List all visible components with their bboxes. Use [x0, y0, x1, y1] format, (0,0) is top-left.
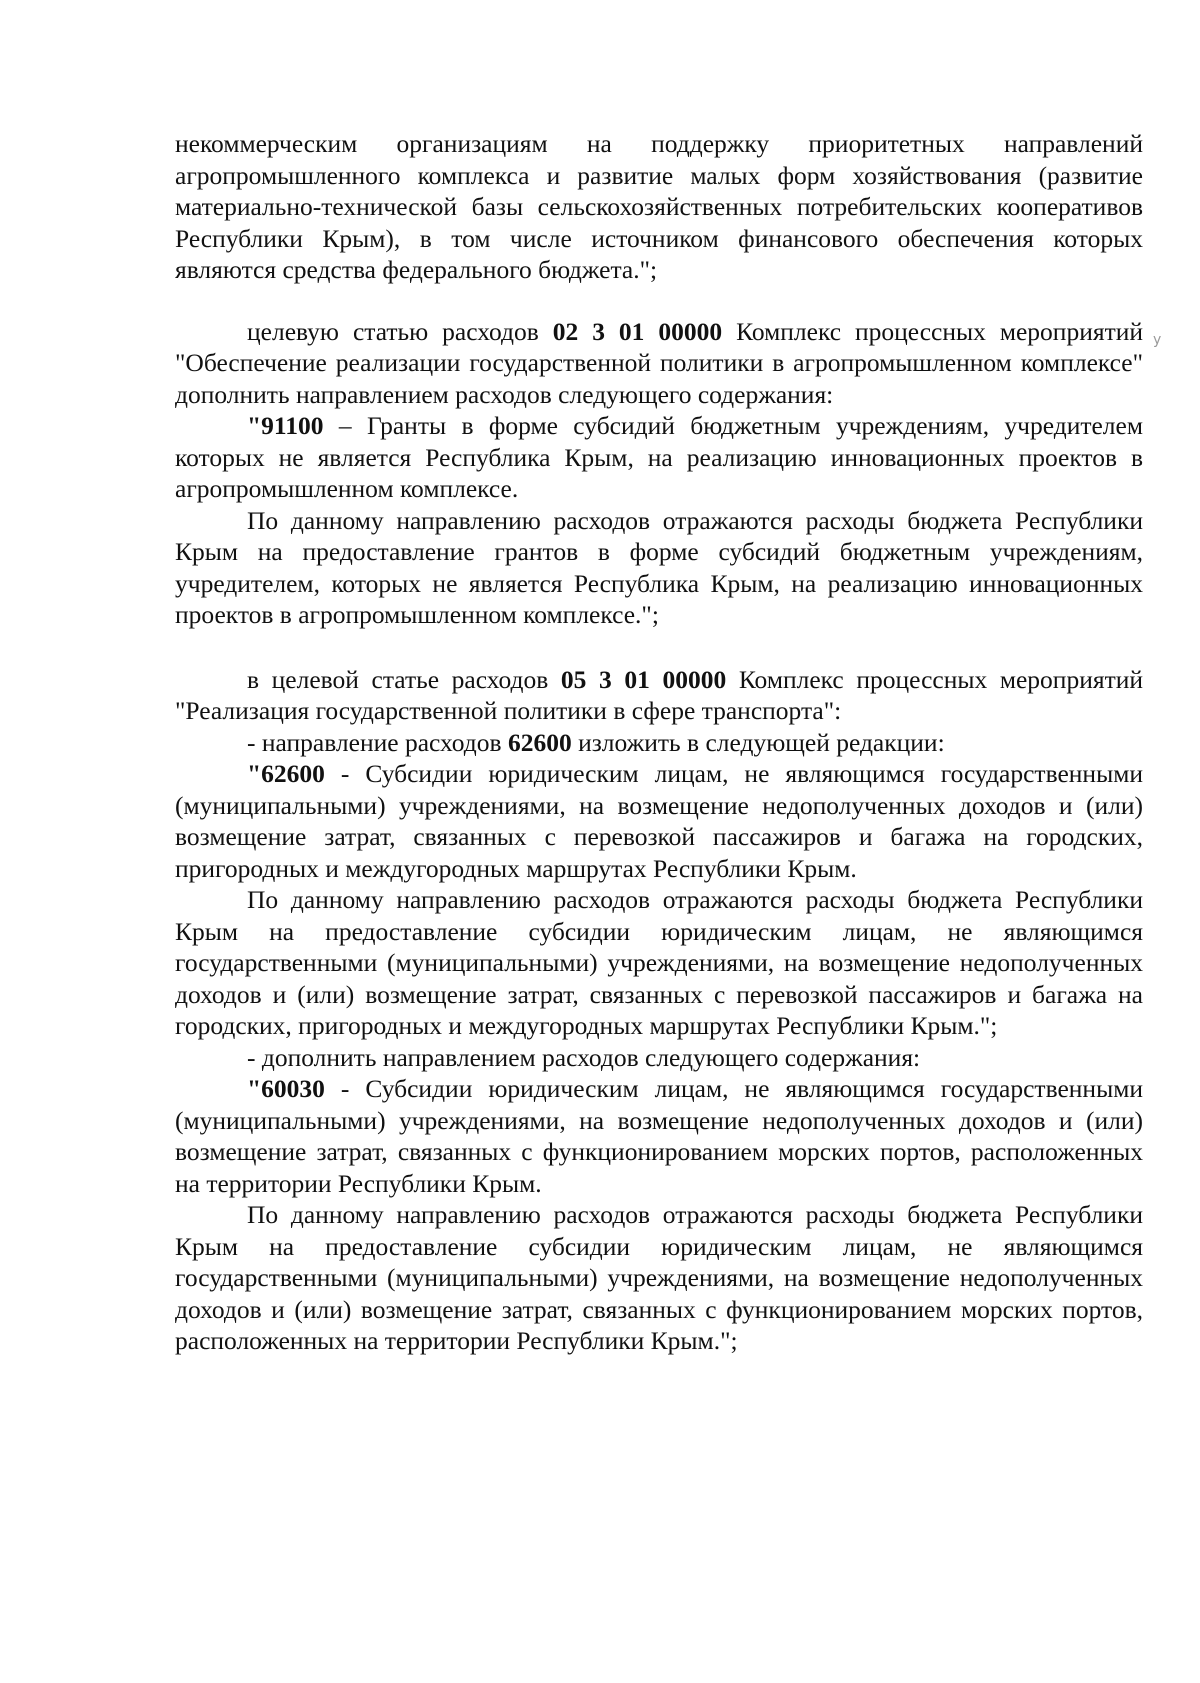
paragraph-suffix: Комплекс процессных мероприятий "Реализация государственной политики в сфере транспорта":: [175, 664, 1144, 725]
paragraph-text: - дополнить направлением расходов следующего содержания:: [247, 1042, 921, 1072]
paragraph-text: По данному направлению расходов отражаются расходы бюджета Республики Крым на предоставление субсидии юридическим лицам, не являющимся государственными (муниципальными) учреждениями, на возмещение недополученных доходов и (или) возмещение затрат, связанных с перевозкой пассажиров и багажа на городских, пригородных и междугородных маршрутах Республики Крым.";: [175, 885, 1143, 1040]
paragraph-target-article-02: [175, 316, 1143, 411]
margin-mark: у: [1153, 332, 1162, 348]
budget-code: 62600: [507, 727, 572, 757]
paragraph-continuation: [175, 128, 1143, 286]
document-body: [175, 128, 1143, 1357]
paragraph-explanation-91100: [175, 505, 1143, 631]
paragraph-suffix: изложить в следующей редакции:: [578, 727, 945, 757]
paragraph-prefix: - направление расходов: [247, 727, 502, 757]
budget-code: "62600: [247, 759, 325, 788]
budget-code: "60030: [247, 1074, 325, 1103]
paragraph-amend-62600: [175, 727, 1143, 759]
paragraph-text: По данному направлению расходов отражаются расходы бюджета Республики Крым на предоставление субсидии юридическим лицам, не являющимся государственными (муниципальными) учреждениями, на возмещение недополученных доходов и (или) возмещение затрат, связанных с функционированием морских портов, расположенных на территории Республики Крым.";: [175, 1200, 1143, 1355]
budget-code: 02 3 01 00000: [552, 316, 723, 346]
paragraph-text: некоммерческим организациям на поддержку приоритетных направлений агропромышленного комплекса и развитие малых форм хозяйствования (развитие материально-технической базы сельскохозяйственных потребительских кооперативов Республики Крым), в том числе источником финансового обеспечения которых являются средства федерального бюджета.";: [175, 129, 1143, 284]
paragraph-explanation-60030: [175, 1199, 1143, 1357]
paragraph-prefix: в целевой статье расходов: [247, 664, 549, 694]
budget-code: "91100: [247, 411, 324, 440]
paragraph-direction-60030: [175, 1073, 1143, 1199]
paragraph-text: - Субсидии юридическим лицам, не являющимся государственными (муниципальными) учреждениями, на возмещение недополученных доходов и (или) возмещение затрат, связанных с перевозкой пассажиров и багажа на городских, пригородных и междугородных маршрутах Республики Крым.: [175, 759, 1143, 883]
paragraph-direction-91100: [175, 410, 1143, 505]
paragraph-prefix: целевую статью расходов: [247, 316, 539, 346]
budget-code: 05 3 01 00000: [560, 664, 727, 694]
paragraph-text: - Субсидии юридическим лицам, не являющимся государственными (муниципальными) учреждениями, на возмещение недополученных доходов и (или) возмещение затрат, связанных с функционированием морских портов, расположенных на территории Республики Крым.: [175, 1074, 1143, 1198]
paragraph-direction-62600: [175, 758, 1143, 884]
paragraph-suffix: Комплекс процессных мероприятий "Обеспечение реализации государственной политики в агропромышленном комплексе" дополнить направлением расходов следующего содержания:: [175, 316, 1144, 409]
paragraph-text: – Гранты в форме субсидий бюджетным учреждениям, учредителем которых не является Республика Крым, на реализацию инновационных проектов в агропромышленном комплексе.: [175, 411, 1143, 503]
paragraph-explanation-62600: [175, 884, 1143, 1042]
paragraph-text: По данному направлению расходов отражаются расходы бюджета Республики Крым на предоставление грантов в форме субсидий бюджетным учреждениям, учредителем, которых не является Республика Крым, на реализацию инновационных проектов в агропромышленном комплексе.";: [175, 505, 1143, 629]
paragraph-target-article-05: [175, 664, 1143, 727]
paragraph-add-direction: [175, 1042, 1143, 1074]
